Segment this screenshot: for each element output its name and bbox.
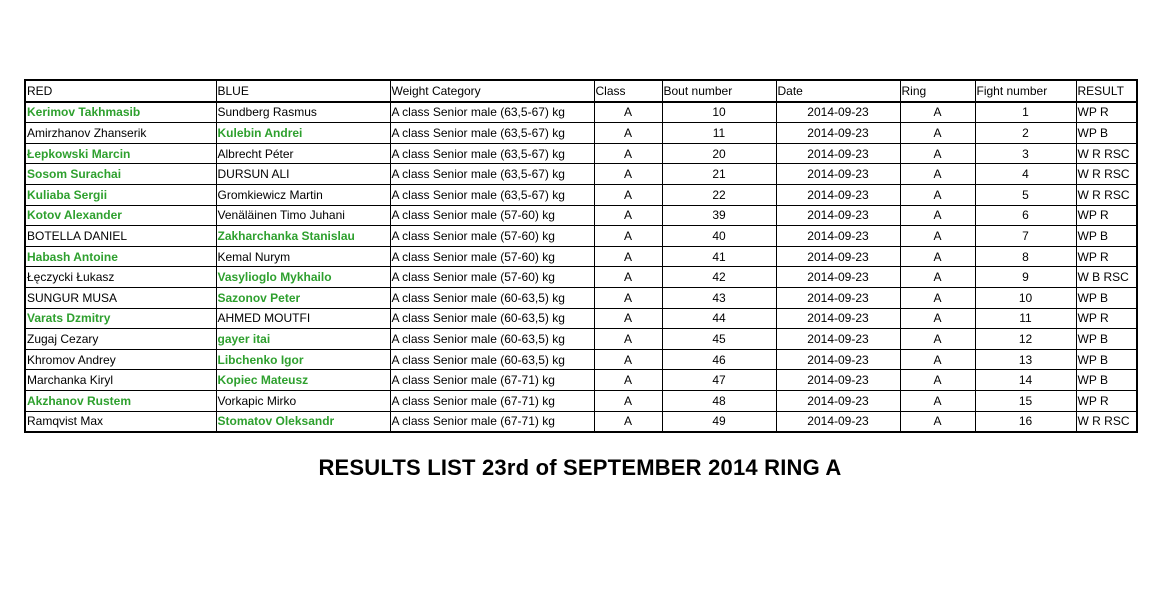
result-cell: WP R <box>1076 205 1137 226</box>
results-table <box>24 79 1138 433</box>
date-cell: 2014-09-23 <box>776 123 900 144</box>
ring-cell: A <box>900 246 975 267</box>
blue-fighter-cell: Albrecht Péter <box>216 143 390 164</box>
bout-number-cell: 10 <box>662 102 776 123</box>
class-cell: A <box>594 267 662 288</box>
column-header-ring: Ring <box>900 80 975 102</box>
fight-number-cell: 8 <box>975 246 1076 267</box>
fight-number-cell: 11 <box>975 308 1076 329</box>
table-row <box>25 246 1137 267</box>
table-row <box>25 267 1137 288</box>
column-header-red: RED <box>25 80 216 102</box>
weight-category-cell: A class Senior male (57-60) kg <box>390 246 594 267</box>
column-header-bout-number: Bout number <box>662 80 776 102</box>
red-fighter-cell: BOTELLA DANIEL <box>25 226 216 247</box>
fight-number-cell: 4 <box>975 164 1076 185</box>
date-cell: 2014-09-23 <box>776 267 900 288</box>
bout-number-cell: 41 <box>662 246 776 267</box>
result-cell: WP R <box>1076 246 1137 267</box>
result-cell: WP R <box>1076 390 1137 411</box>
bout-number-cell: 49 <box>662 411 776 432</box>
red-fighter-cell: Sosom Surachai <box>25 164 216 185</box>
ring-cell: A <box>900 184 975 205</box>
fight-number-cell: 5 <box>975 184 1076 205</box>
weight-category-cell: A class Senior male (57-60) kg <box>390 226 594 247</box>
ring-cell: A <box>900 308 975 329</box>
red-fighter-cell: Amirzhanov Zhanserik <box>25 123 216 144</box>
fight-number-cell: 6 <box>975 205 1076 226</box>
results-body <box>25 102 1137 433</box>
weight-category-cell: A class Senior male (60-63,5) kg <box>390 308 594 329</box>
ring-cell: A <box>900 123 975 144</box>
table-row <box>25 143 1137 164</box>
result-cell: WP R <box>1076 308 1137 329</box>
page-title: RESULTS LIST 23rd of SEPTEMBER 2014 RING A <box>318 455 842 480</box>
table-row <box>25 308 1137 329</box>
blue-fighter-cell: Zakharchanka Stanislau <box>216 226 390 247</box>
table-row <box>25 411 1137 432</box>
fight-number-cell: 13 <box>975 349 1076 370</box>
result-cell: W R RSC <box>1076 411 1137 432</box>
table-row <box>25 184 1137 205</box>
ring-cell: A <box>900 411 975 432</box>
bout-number-cell: 22 <box>662 184 776 205</box>
weight-category-cell: A class Senior male (67-71) kg <box>390 411 594 432</box>
result-cell: W R RSC <box>1076 164 1137 185</box>
result-cell: WP B <box>1076 349 1137 370</box>
ring-cell: A <box>900 164 975 185</box>
bout-number-cell: 48 <box>662 390 776 411</box>
column-header-result: RESULT <box>1076 80 1137 102</box>
class-cell: A <box>594 184 662 205</box>
class-cell: A <box>594 329 662 350</box>
class-cell: A <box>594 390 662 411</box>
red-fighter-cell: Zugaj Cezary <box>25 329 216 350</box>
class-cell: A <box>594 164 662 185</box>
blue-fighter-cell: Stomatov Oleksandr <box>216 411 390 432</box>
weight-category-cell: A class Senior male (67-71) kg <box>390 370 594 391</box>
fight-number-cell: 16 <box>975 411 1076 432</box>
bout-number-cell: 42 <box>662 267 776 288</box>
column-header-fight-number: Fight number <box>975 80 1076 102</box>
date-cell: 2014-09-23 <box>776 164 900 185</box>
blue-fighter-cell: gayer itai <box>216 329 390 350</box>
class-cell: A <box>594 287 662 308</box>
fight-number-cell: 2 <box>975 123 1076 144</box>
ring-cell: A <box>900 370 975 391</box>
class-cell: A <box>594 123 662 144</box>
column-header-blue: BLUE <box>216 80 390 102</box>
table-row <box>25 226 1137 247</box>
bout-number-cell: 20 <box>662 143 776 164</box>
bout-number-cell: 40 <box>662 226 776 247</box>
date-cell: 2014-09-23 <box>776 349 900 370</box>
blue-fighter-cell: DURSUN ALI <box>216 164 390 185</box>
ring-cell: A <box>900 102 975 123</box>
ring-cell: A <box>900 226 975 247</box>
weight-category-cell: A class Senior male (57-60) kg <box>390 205 594 226</box>
table-row <box>25 390 1137 411</box>
class-cell: A <box>594 205 662 226</box>
blue-fighter-cell: Kopiec Mateusz <box>216 370 390 391</box>
fight-number-cell: 14 <box>975 370 1076 391</box>
blue-fighter-cell: Sazonov Peter <box>216 287 390 308</box>
date-cell: 2014-09-23 <box>776 308 900 329</box>
result-cell: WP B <box>1076 123 1137 144</box>
blue-fighter-cell: Vasylioglo Mykhailo <box>216 267 390 288</box>
ring-cell: A <box>900 329 975 350</box>
red-fighter-cell: Łęczycki Łukasz <box>25 267 216 288</box>
column-header-weight-category: Weight Category <box>390 80 594 102</box>
header-row <box>25 80 1137 102</box>
date-cell: 2014-09-23 <box>776 411 900 432</box>
date-cell: 2014-09-23 <box>776 390 900 411</box>
table-row <box>25 123 1137 144</box>
red-fighter-cell: Marchanka Kiryl <box>25 370 216 391</box>
weight-category-cell: A class Senior male (63,5-67) kg <box>390 143 594 164</box>
bout-number-cell: 11 <box>662 123 776 144</box>
class-cell: A <box>594 143 662 164</box>
class-cell: A <box>594 102 662 123</box>
fight-number-cell: 12 <box>975 329 1076 350</box>
class-cell: A <box>594 308 662 329</box>
blue-fighter-cell: Venäläinen Timo Juhani <box>216 205 390 226</box>
weight-category-cell: A class Senior male (60-63,5) kg <box>390 287 594 308</box>
red-fighter-cell: Khromov Andrey <box>25 349 216 370</box>
date-cell: 2014-09-23 <box>776 370 900 391</box>
weight-category-cell: A class Senior male (67-71) kg <box>390 390 594 411</box>
red-fighter-cell: Ramqvist Max <box>25 411 216 432</box>
result-cell: W R RSC <box>1076 184 1137 205</box>
table-row <box>25 102 1137 123</box>
bout-number-cell: 46 <box>662 349 776 370</box>
ring-cell: A <box>900 287 975 308</box>
bout-number-cell: 45 <box>662 329 776 350</box>
date-cell: 2014-09-23 <box>776 246 900 267</box>
red-fighter-cell: Łepkowski Marcin <box>25 143 216 164</box>
weight-category-cell: A class Senior male (57-60) kg <box>390 267 594 288</box>
blue-fighter-cell: Gromkiewicz Martin <box>216 184 390 205</box>
bout-number-cell: 39 <box>662 205 776 226</box>
bout-number-cell: 43 <box>662 287 776 308</box>
class-cell: A <box>594 226 662 247</box>
class-cell: A <box>594 411 662 432</box>
blue-fighter-cell: Vorkapic Mirko <box>216 390 390 411</box>
fight-number-cell: 3 <box>975 143 1076 164</box>
blue-fighter-cell: Sundberg Rasmus <box>216 102 390 123</box>
fight-number-cell: 10 <box>975 287 1076 308</box>
fight-number-cell: 7 <box>975 226 1076 247</box>
fight-number-cell: 15 <box>975 390 1076 411</box>
weight-category-cell: A class Senior male (63,5-67) kg <box>390 123 594 144</box>
weight-category-cell: A class Senior male (63,5-67) kg <box>390 184 594 205</box>
result-cell: WP R <box>1076 102 1137 123</box>
weight-category-cell: A class Senior male (63,5-67) kg <box>390 164 594 185</box>
red-fighter-cell: Varats Dzmitry <box>25 308 216 329</box>
table-row <box>25 349 1137 370</box>
weight-category-cell: A class Senior male (60-63,5) kg <box>390 329 594 350</box>
bout-number-cell: 44 <box>662 308 776 329</box>
class-cell: A <box>594 370 662 391</box>
date-cell: 2014-09-23 <box>776 102 900 123</box>
table-row <box>25 164 1137 185</box>
red-fighter-cell: Kotov Alexander <box>25 205 216 226</box>
red-fighter-cell: Habash Antoine <box>25 246 216 267</box>
table-row <box>25 329 1137 350</box>
red-fighter-cell: Kerimov Takhmasib <box>25 102 216 123</box>
fight-number-cell: 9 <box>975 267 1076 288</box>
result-cell: W B RSC <box>1076 267 1137 288</box>
table-row <box>25 370 1137 391</box>
column-header-date: Date <box>776 80 900 102</box>
result-cell: WP B <box>1076 287 1137 308</box>
ring-cell: A <box>900 143 975 164</box>
result-cell: W R RSC <box>1076 143 1137 164</box>
date-cell: 2014-09-23 <box>776 143 900 164</box>
blue-fighter-cell: Kemal Nurym <box>216 246 390 267</box>
date-cell: 2014-09-23 <box>776 329 900 350</box>
red-fighter-cell: Akzhanov Rustem <box>25 390 216 411</box>
bout-number-cell: 47 <box>662 370 776 391</box>
fight-number-cell: 1 <box>975 102 1076 123</box>
weight-category-cell: A class Senior male (63,5-67) kg <box>390 102 594 123</box>
ring-cell: A <box>900 205 975 226</box>
column-header-class: Class <box>594 80 662 102</box>
date-cell: 2014-09-23 <box>776 226 900 247</box>
ring-cell: A <box>900 349 975 370</box>
bout-number-cell: 21 <box>662 164 776 185</box>
class-cell: A <box>594 349 662 370</box>
ring-cell: A <box>900 267 975 288</box>
class-cell: A <box>594 246 662 267</box>
date-cell: 2014-09-23 <box>776 287 900 308</box>
blue-fighter-cell: Kulebin Andrei <box>216 123 390 144</box>
date-cell: 2014-09-23 <box>776 205 900 226</box>
result-cell: WP B <box>1076 370 1137 391</box>
blue-fighter-cell: AHMED MOUTFI <box>216 308 390 329</box>
red-fighter-cell: Kuliaba Sergii <box>25 184 216 205</box>
date-cell: 2014-09-23 <box>776 184 900 205</box>
table-row <box>25 287 1137 308</box>
result-cell: WP B <box>1076 226 1137 247</box>
ring-cell: A <box>900 390 975 411</box>
table-row <box>25 205 1137 226</box>
weight-category-cell: A class Senior male (60-63,5) kg <box>390 349 594 370</box>
blue-fighter-cell: Libchenko Igor <box>216 349 390 370</box>
red-fighter-cell: SUNGUR MUSA <box>25 287 216 308</box>
result-cell: WP B <box>1076 329 1137 350</box>
